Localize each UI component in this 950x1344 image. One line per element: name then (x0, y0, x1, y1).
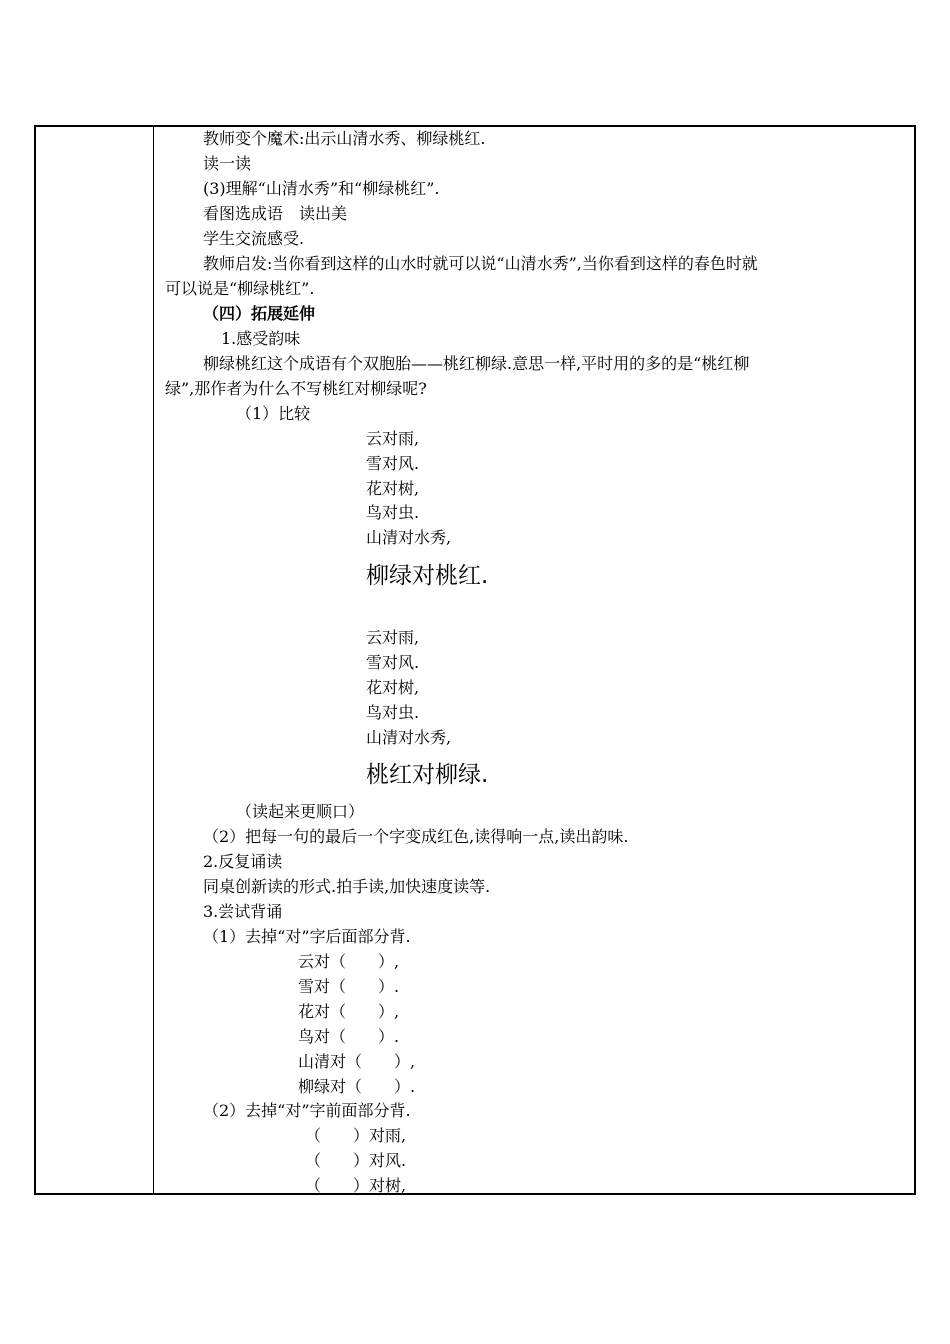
poem-line: 云对雨, (366, 628, 420, 647)
fill-blank-line: 雪对（ ）. (298, 977, 400, 996)
text-line: (3)理解“山清水秀”和“柳绿桃红”. (203, 179, 440, 198)
text-line: （2）把每一句的最后一个字变成红色,读得响一点,读出韵味. (203, 827, 629, 846)
poem-line: 山清对水秀, (366, 528, 452, 547)
poem-line: 山清对水秀, (366, 728, 452, 747)
poem-line: 云对雨, (366, 429, 420, 448)
text-line: （读起来更顺口） (236, 802, 365, 821)
poem-line: 雪对风. (366, 454, 420, 473)
poem-line: 花对树, (366, 678, 420, 697)
text-line: （1）比较 (236, 404, 311, 423)
poem-line: 鸟对虫. (366, 503, 420, 522)
fill-blank-line: 鸟对（ ）. (298, 1027, 400, 1046)
fill-blank-line: （ ）对风. (305, 1151, 407, 1170)
text-line: 教师变个魔术:出示山清水秀、柳绿桃红. (203, 129, 486, 148)
text-line: 学生交流感受. (203, 229, 305, 248)
poem-line-emphasis: 柳绿对桃红. (366, 563, 489, 589)
text-line: （1）去掉“对”字后面部分背. (203, 927, 411, 946)
poem-line: 雪对风. (366, 653, 420, 672)
text-line: 教师启发:当你看到这样的山水时就可以说“山清水秀”,当你看到这样的春色时就 (203, 254, 758, 273)
text-line: 同桌创新读的形式.拍手读,加快速度读等. (203, 877, 491, 896)
text-line: 看图选成语 读出美 (203, 204, 348, 223)
subheading: 1.感受韵味 (221, 329, 301, 348)
poem-line-emphasis: 桃红对柳绿. (366, 762, 489, 788)
poem-line: 花对树, (366, 479, 420, 498)
table-column-divider (153, 125, 154, 1195)
subheading: 2.反复诵读 (203, 852, 283, 871)
text-line: （2）去掉“对”字前面部分背. (203, 1101, 411, 1120)
fill-blank-line: 云对（ ）, (298, 952, 400, 971)
fill-blank-line: 山清对（ ）, (298, 1052, 416, 1071)
text-line: 柳绿桃红这个成语有个双胞胎——桃红柳绿.意思一样,平时用的多的是“桃红柳 (203, 354, 750, 373)
text-line: 读一读 (203, 154, 252, 173)
subheading: 3.尝试背诵 (203, 902, 283, 921)
fill-blank-line: 柳绿对（ ）. (298, 1077, 416, 1096)
text-line: 绿”,那作者为什么不写桃红对柳绿呢? (165, 379, 427, 398)
text-line: 可以说是“柳绿桃红”. (165, 279, 315, 298)
fill-blank-line: （ ）对树, (305, 1176, 407, 1195)
fill-blank-line: 花对（ ）, (298, 1002, 400, 1021)
section-heading: （四）拓展延伸 (203, 304, 316, 323)
fill-blank-line: （ ）对雨, (305, 1126, 407, 1145)
poem-line: 鸟对虫. (366, 703, 420, 722)
